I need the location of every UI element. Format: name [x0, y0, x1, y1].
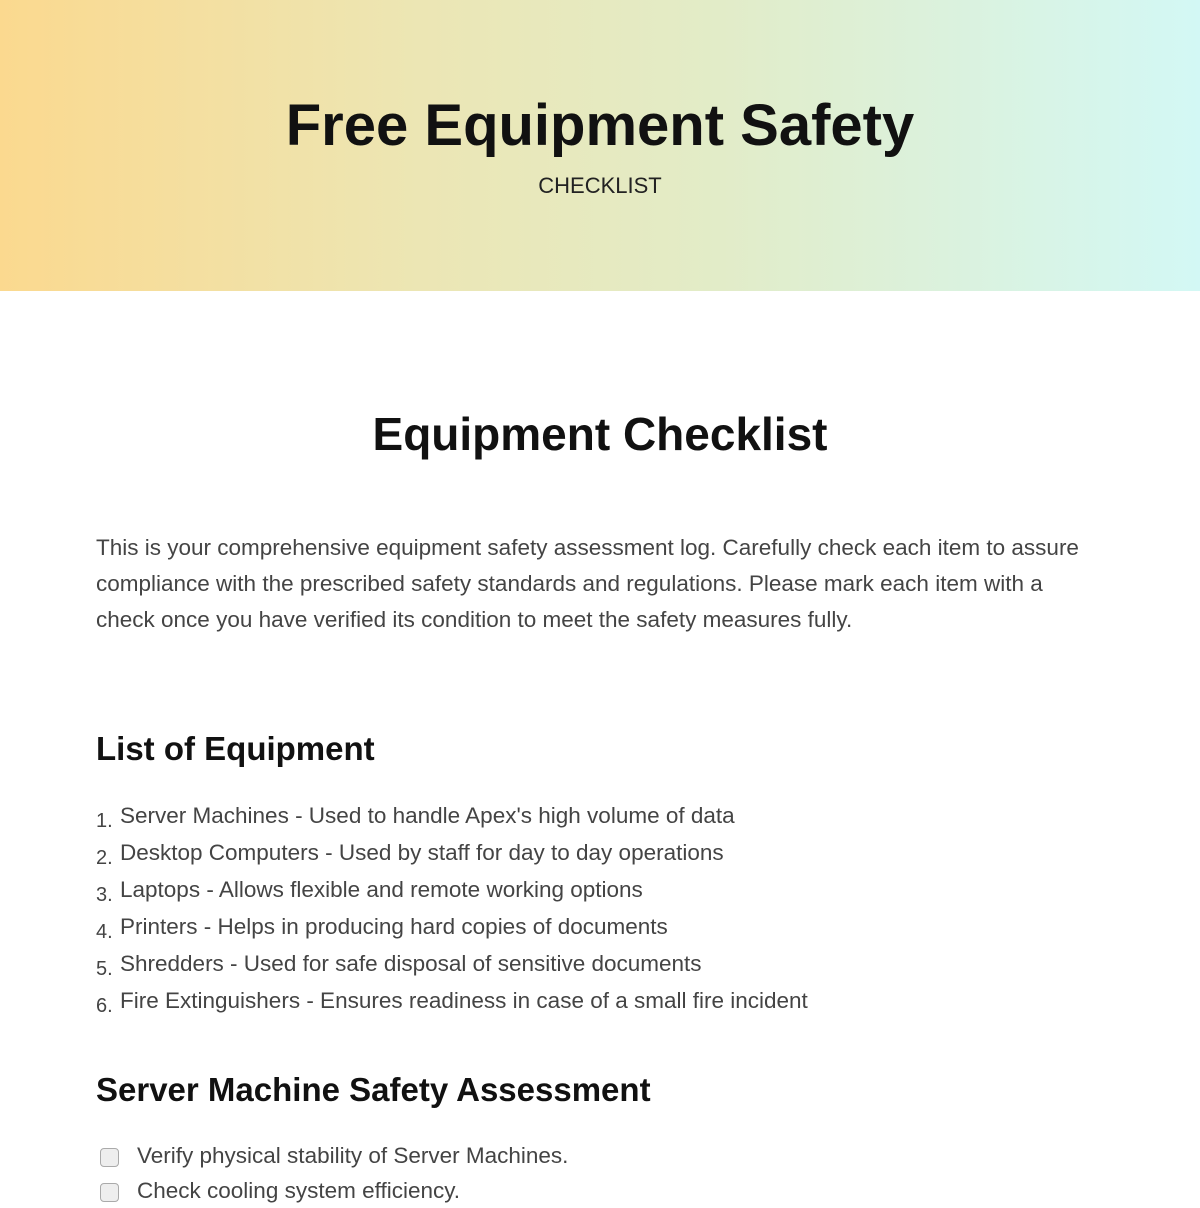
item-text: Printers - Helps in producing hard copies of documents	[120, 914, 668, 939]
item-number: 6.	[96, 995, 113, 1017]
item-number: 2.	[96, 847, 113, 869]
intro-paragraph: This is your comprehensive equipment safety assessment log. Carefully check each item to assure compliance with the prescribed safety standards and regulations. Please mark each item with a check once you have verified its condition to meet the safety measures fully.	[96, 535, 1079, 632]
checklist-item	[100, 1173, 568, 1208]
list-heading: List of Equipment	[96, 730, 375, 767]
checklist-item-label: Check cooling system efficiency.	[137, 1178, 461, 1203]
checkbox[interactable]	[100, 1148, 119, 1167]
document-title: Free Equipment Safety	[285, 93, 915, 158]
list-item	[96, 909, 808, 946]
checklist	[100, 1138, 568, 1208]
equipment-list	[96, 798, 808, 1020]
list-item	[96, 835, 808, 872]
checklist-item	[100, 1138, 568, 1173]
item-number: 4.	[96, 921, 113, 943]
assessment-heading: Server Machine Safety Assessment	[96, 1071, 651, 1108]
item-text: Fire Extinguishers - Ensures readiness in case of a small fire incident	[120, 988, 808, 1013]
item-text: Laptops - Allows flexible and remote working options	[120, 877, 643, 902]
item-text: Shredders - Used for safe disposal of sensitive documents	[120, 951, 702, 976]
item-number: 5.	[96, 958, 113, 980]
item-number: 1.	[96, 810, 113, 832]
page-heading: Equipment Checklist	[372, 408, 828, 460]
header-banner	[0, 0, 1200, 291]
item-text: Server Machines - Used to handle Apex's high volume of data	[120, 803, 735, 828]
document-subtitle: CHECKLIST	[538, 173, 662, 198]
item-number: 3.	[96, 884, 113, 906]
list-item	[96, 798, 808, 835]
item-text: Desktop Computers - Used by staff for day to day operations	[120, 840, 724, 865]
list-item	[96, 946, 808, 983]
checklist-item-label: Verify physical stability of Server Machines.	[137, 1143, 569, 1168]
checkbox[interactable]	[100, 1183, 119, 1202]
list-item	[96, 983, 808, 1020]
list-item	[96, 872, 808, 909]
